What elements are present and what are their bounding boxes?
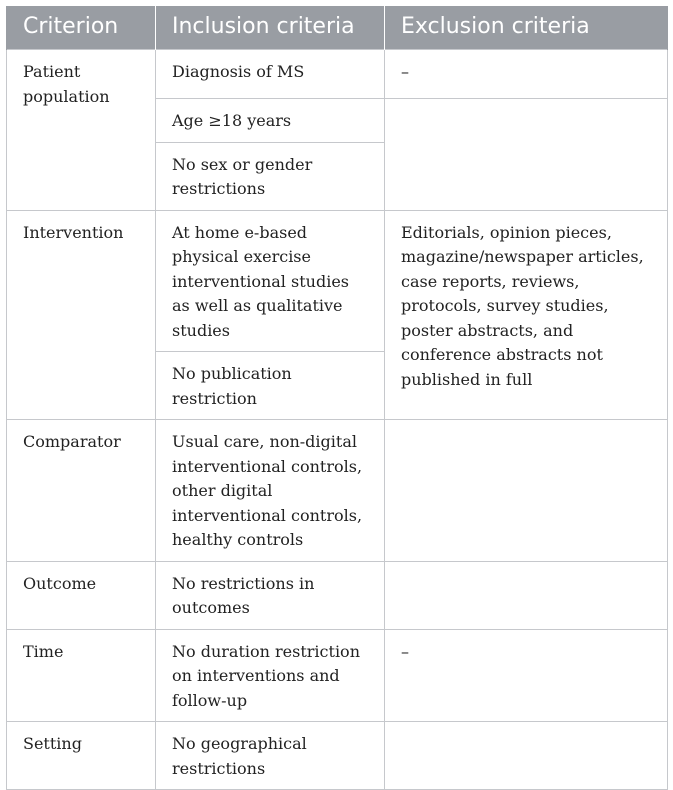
table-body: [7, 50, 668, 790]
table-row: [7, 722, 668, 790]
exclusion-cell: –: [385, 50, 668, 99]
inclusion-cell: No sex or gender restrictions: [156, 142, 385, 210]
exclusion-cell: [385, 722, 668, 790]
inclusion-cell: No publication restriction: [156, 352, 385, 420]
exclusion-cell: Editorials, opinion pieces, magazine/newspaper articles, case reports, reviews, protocols, survey studies, poster abstracts, and conference abstracts not published in full: [385, 210, 668, 420]
header-exclusion: Exclusion criteria: [385, 6, 668, 50]
inclusion-cell: Age ≥18 years: [156, 99, 385, 143]
criterion-cell: Comparator: [7, 420, 156, 562]
inclusion-cell: No restrictions in outcomes: [156, 561, 385, 629]
criterion-cell: Time: [7, 629, 156, 722]
inclusion-cell: No duration restriction on interventions and follow-up: [156, 629, 385, 722]
exclusion-cell: [385, 420, 668, 562]
criterion-cell: Intervention: [7, 210, 156, 420]
table-row: [7, 561, 668, 629]
table-row: [7, 420, 668, 562]
criterion-cell: Patient population: [7, 50, 156, 211]
inclusion-cell: Usual care, non-digital interventional controls, other digital interventional controls, healthy controls: [156, 420, 385, 562]
criterion-cell: Outcome: [7, 561, 156, 629]
header-row: [7, 6, 668, 50]
inclusion-cell: No geographical restrictions: [156, 722, 385, 790]
criterion-cell: Setting: [7, 722, 156, 790]
table-header: [7, 6, 668, 50]
table-row: [7, 50, 668, 99]
exclusion-cell: [385, 561, 668, 629]
inclusion-cell: At home e-based physical exercise interventional studies as well as qualitative studies: [156, 210, 385, 352]
table-row: [7, 210, 668, 352]
exclusion-cell: –: [385, 629, 668, 722]
table-row: [7, 629, 668, 722]
criteria-table: [6, 6, 668, 790]
inclusion-cell: Diagnosis of MS: [156, 50, 385, 99]
header-criterion: Criterion: [7, 6, 156, 50]
exclusion-cell: [385, 99, 668, 211]
header-inclusion: Inclusion criteria: [156, 6, 385, 50]
